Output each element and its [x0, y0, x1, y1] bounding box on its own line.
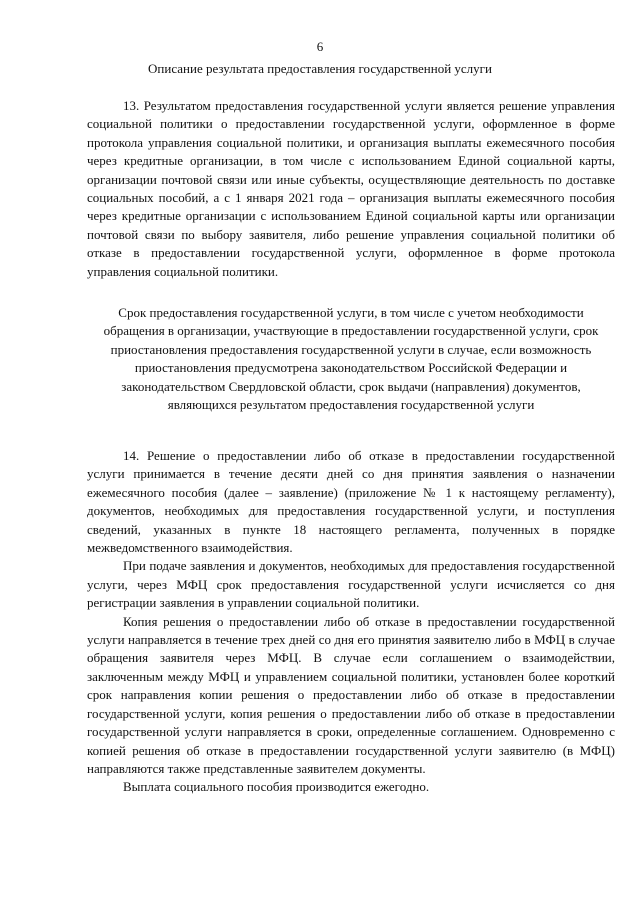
- paragraph-14-block: [87, 447, 615, 797]
- paragraph-13-block: [87, 97, 615, 281]
- paragraph-mfc-submission: При подаче заявления и документов, необходимых для предоставления государственной услуги, через МФЦ срок предоставления государственной услуги исчисляется со дня регистрации заявления в управлении социальной политики.: [87, 558, 615, 611]
- paragraph-14: 14. Решение о предоставлении либо об отказе в предоставлении государственной услуги принимается в течение десяти дней со дня принятия заявления о назначении ежемесячного пособия (далее – заявление) (приложение № 1 к настоящему регламенту), документов, необходимых для предоставления государственной услуги, и поступления сведений, указанных в пункте 18 настоящего регламента, полученных в порядке межведомственного взаимодействия.: [87, 448, 615, 556]
- section-heading-term: Срок предоставления государственной услуги, в том числе с учетом необходимости обращения в организации, участвующие в предоставлении государственной услуги, срок приостановления предоставления государственной услуги в случае, если возможность приостановления предусмотрена законодательством Российской Федерации и законодательством Свердловской области, срок выдачи (направления) документов, являющихся результатом предоставления государственной услуги: [103, 305, 599, 413]
- paragraph-payment: Выплата социального пособия производится ежегодно.: [123, 779, 430, 795]
- page-number: 6: [316, 39, 324, 54]
- paragraph-13: 13. Результатом предоставления государственной услуги является решение управления социальной политики о предоставлении государственной услуги, оформленное в форме протокола управления социальной политики, и организация выплаты ежемесячного пособия через кредитные организации, в том числе с использованием Единой социальной карты, организации почтовой связи или иные субъекты, осуществляющие деятельность по доставке социальных пособий, а с 1 января 2021 года – организация выплаты ежемесячного пособия через кредитные организации с использованием Единой социальной карты или организации почтовой связи по выбору заявителя, либо решение управления социальной политики об отказе в предоставлении государственной услуги, оформленное в форме протокола управления социальной политики.: [87, 98, 615, 279]
- section-heading-result: Описание результата предоставления государственной услуги: [148, 61, 492, 76]
- paragraph-decision-copy: Копия решения о предоставлении либо об отказе в предоставлении государственной услуги направляется в течение трех дней со дня его принятия заявителю либо в МФЦ в случае обращения заявителя через МФЦ. В случае если соглашением о взаимодействии, заключенным между МФЦ и управлением социальной политики, установлен более короткий срок направления копии решения о предоставлении либо об отказе в предоставлении государственной услуги, копия решения о предоставлении либо об отказе в предоставлении государственной услуги направляется в сроки, определенные соглашением. Одновременно с копией решения об отказе в предоставлении государственной услуги заявителю (в МФЦ) направляются также представленные заявителем документы.: [87, 613, 615, 776]
